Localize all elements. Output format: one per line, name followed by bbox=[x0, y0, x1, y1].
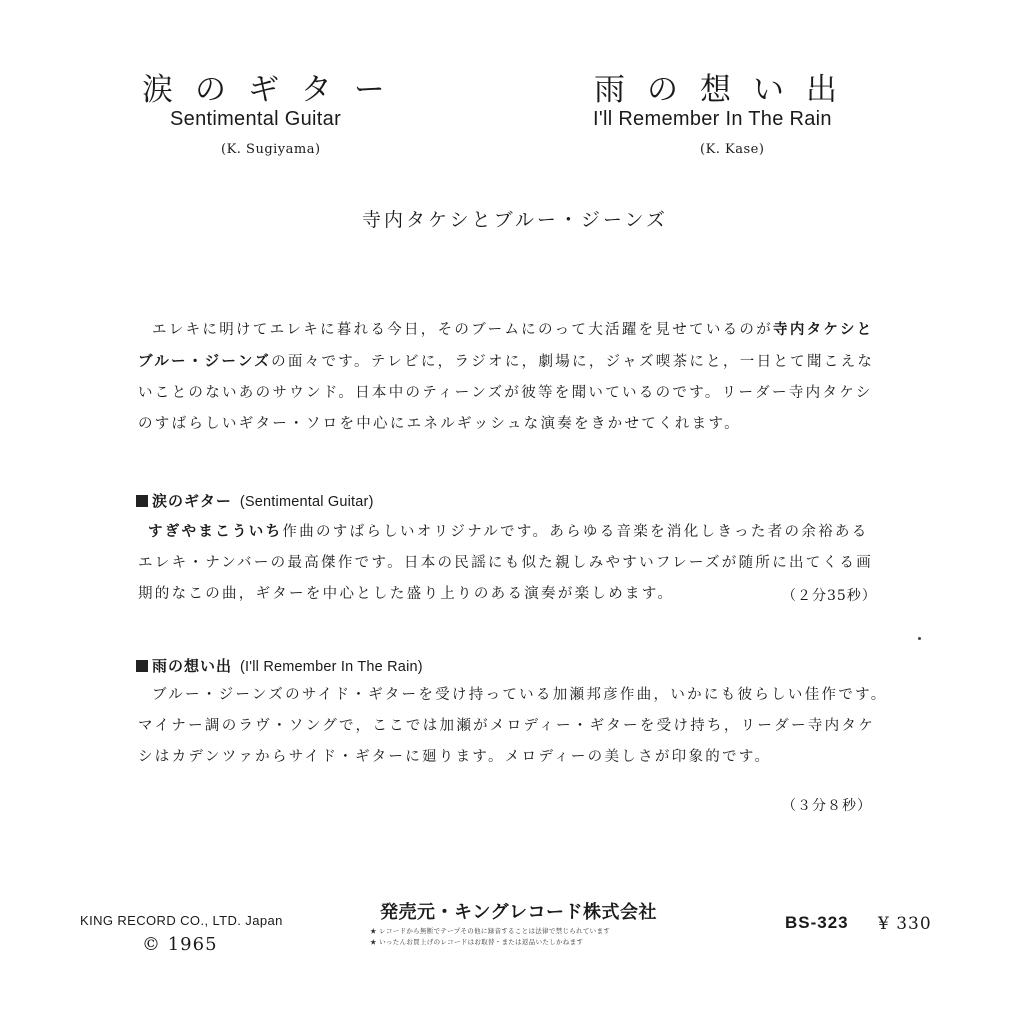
section2-line-1: ブルー・ジーンズのサイド・ギターを受け持っている加瀬邦彦作曲，いかにも彼らしい佳作です。 bbox=[152, 687, 888, 703]
section1-duration: （２分35秒） bbox=[782, 588, 877, 604]
intro-line-2: ブルー・ジーンズの面々です。テレビに，ラジオに，劇場に，ジャズ喫茶にと，一日とて聞こえな bbox=[138, 353, 875, 370]
right-title-jp: 雨の想い出 bbox=[594, 72, 859, 108]
bold-composer: すぎやまこういち bbox=[148, 523, 283, 540]
intro-paragraph bbox=[138, 314, 878, 440]
right-composer: (K. Kase) bbox=[700, 142, 765, 157]
catalog-number: BS-323 bbox=[785, 913, 849, 932]
left-composer: (K. Sugiyama) bbox=[221, 142, 321, 157]
bold-artist: 寺内タケシと bbox=[773, 321, 874, 338]
section1-line-1: すぎやまこういち作曲のすばらしいオリジナルです。あらゆる音楽を消化しきった者の余裕ある bbox=[148, 523, 869, 540]
speck bbox=[918, 637, 921, 640]
intro-line-3: いことのないあのサウンド。日本中のティーンズが彼等を聞いているのです。リーダー寺内タケシ bbox=[138, 385, 873, 401]
bold-band: ブルー・ジーンズ bbox=[138, 353, 272, 370]
copyright: © 1965 bbox=[142, 934, 218, 955]
section1-heading: 涙のギター (Sentimental Guitar) bbox=[136, 490, 374, 511]
section2-paragraph bbox=[138, 680, 888, 773]
left-title-jp: 涙のギター bbox=[142, 72, 407, 108]
seller-name: 発売元・キングレコード株式会社 bbox=[380, 902, 657, 922]
section1-line-3: 期的なこの曲，ギターを中心とした盛り上りのある演奏が楽しめます。 bbox=[138, 586, 675, 602]
legal-notice-2: ★ いったんお買上げのレコードはお取替・または返品いたしかねます bbox=[370, 938, 584, 946]
section2-line-3: シはカデンツァからサイド・ギターに廻ります。メロディーの美しさが印象的です。 bbox=[138, 749, 772, 765]
square-bullet-icon bbox=[136, 495, 148, 507]
company-name: KING RECORD CO., LTD. Japan bbox=[80, 913, 283, 928]
section1-line-2: エレキ・ナンバーの最高傑作です。日本の民謡にも似た親しみやすいフレーズが随所に出てくる画 bbox=[138, 555, 873, 571]
left-title-en: Sentimental Guitar bbox=[170, 108, 342, 130]
section2-duration: （３分８秒） bbox=[782, 798, 872, 814]
section1-paragraph bbox=[138, 516, 883, 610]
price: ¥ 330 bbox=[878, 914, 932, 934]
intro-line-1: エレキに明けてエレキに暮れる今日，そのブームにのって大活躍を見せているのが寺内タケシと bbox=[152, 321, 874, 338]
right-title-en: I'll Remember In The Rain bbox=[593, 108, 832, 130]
legal-notice-1: ★ レコードから無断でテープその他に録音することは法律で禁じられています bbox=[370, 927, 611, 935]
intro-line-4: のすばらしいギター・ソロを中心にエネルギッシュな演奏をきかせてくれます。 bbox=[138, 416, 741, 432]
section2-heading: 雨の想い出 (I'll Remember In The Rain) bbox=[136, 655, 423, 676]
section2-line-2: マイナー調のラヴ・ソングで，ここでは加瀬がメロディー・ギターを受け持ち，リーダー寺内タケ bbox=[138, 718, 876, 734]
artist-name: 寺内タケシとブルー・ジーンズ bbox=[362, 209, 668, 231]
square-bullet-icon bbox=[136, 660, 148, 672]
